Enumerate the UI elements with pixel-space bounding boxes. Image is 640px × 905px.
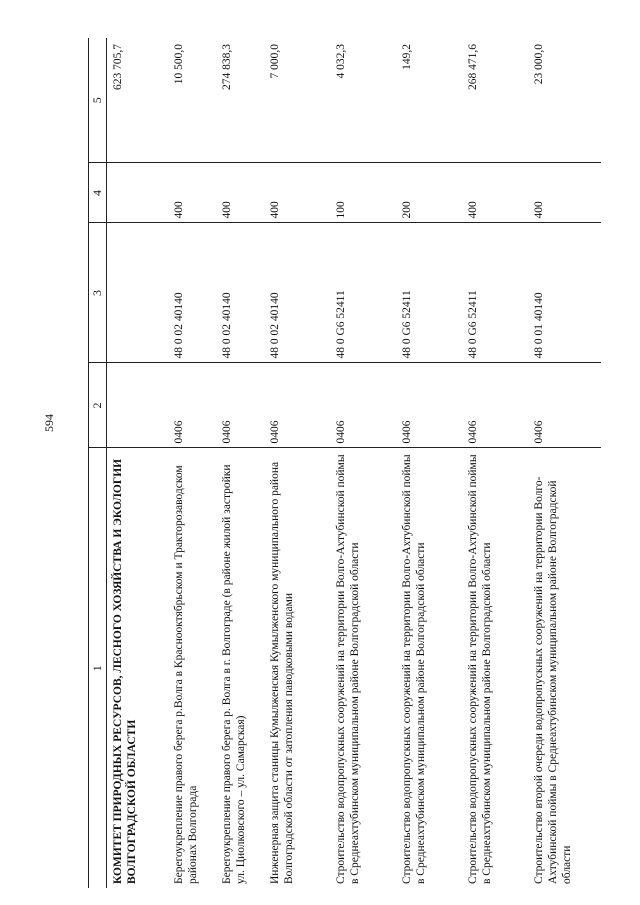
column-header-1: 1 [89, 448, 107, 888]
row-section: 0406 [331, 363, 397, 448]
row-target: 48 0 G6 52411 [331, 223, 397, 363]
row-section: 0406 [265, 363, 331, 448]
row-type: 400 [265, 163, 331, 223]
column-header-4: 4 [89, 163, 107, 223]
row-name: Берегоукрепление правого берега р.Волга в Краснооктябрьском и Тракторозаводском районах Волгограда [172, 465, 199, 884]
row-amount: 23 000,0 [529, 38, 601, 163]
row-amount: 274 838,3 [217, 38, 265, 163]
table-row [217, 38, 265, 888]
row-type: 400 [217, 163, 265, 223]
row-amount: 268 471,6 [463, 38, 529, 163]
row-section: 0406 [397, 363, 463, 448]
ministry-row [107, 38, 169, 888]
header-row [89, 38, 107, 888]
row-target: 48 0 02 40140 [217, 223, 265, 363]
column-header-3: 3 [89, 223, 107, 363]
row-name: Строительство водопропускных сооружений на территории Волго-Ахтубинской поймы в Среднеахтубинском муниципальном районе Волгоградской области [334, 454, 361, 884]
ministry-target [107, 223, 169, 363]
row-section: 0406 [463, 363, 529, 448]
row-name: Берегоукрепление правого берега р. Волга в г. Волгограде (в районе жилой застройки ул. Циолковского – ул. Самарская) [220, 464, 247, 884]
column-header-5: 5 [89, 38, 107, 163]
row-name: Строительство второй очереди водопропускных сооружений на территории Волго-Ахтубинской поймы в Среднеахтубинском муниципальном районе Волгоградской области [532, 476, 573, 884]
table-row [169, 38, 217, 888]
page-number: 594 [42, 414, 56, 432]
row-target: 48 0 G6 52411 [463, 223, 529, 363]
row-target: 48 0 02 40140 [169, 223, 217, 363]
row-type: 400 [463, 163, 529, 223]
row-type: 400 [529, 163, 601, 223]
table-row [463, 38, 529, 888]
table-row [397, 38, 463, 888]
budget-table [88, 38, 601, 888]
ministry-type [107, 163, 169, 223]
row-target: 48 0 01 40140 [529, 223, 601, 363]
table-row [331, 38, 397, 888]
row-target: 48 0 G6 52411 [397, 223, 463, 363]
table-row [529, 38, 601, 888]
row-section: 0406 [529, 363, 601, 448]
column-header-2: 2 [89, 363, 107, 448]
row-amount: 4 032,3 [331, 38, 397, 163]
ministry-total: 623 705,7 [107, 38, 169, 163]
row-amount: 10 500,0 [169, 38, 217, 163]
row-target: 48 0 02 40140 [265, 223, 331, 363]
table-row [265, 38, 331, 888]
ministry-section [107, 363, 169, 448]
row-section: 0406 [169, 363, 217, 448]
row-type: 200 [397, 163, 463, 223]
row-name: Строительство водопропускных сооружений на территории Волго-Ахтубинской поймы в Среднеахтубинском муниципальном районе Волгоградской области [400, 454, 427, 884]
row-amount: 7 000,0 [265, 38, 331, 163]
row-type: 400 [169, 163, 217, 223]
row-section: 0406 [217, 363, 265, 448]
row-type: 100 [331, 163, 397, 223]
rotated-table-container [88, 38, 610, 888]
row-amount: 149,2 [397, 38, 463, 163]
row-name: Строительство водопропускных сооружений на территории Волго-Ахтубинской поймы в Среднеахтубинском муниципальном районе Волгоградской области [466, 454, 493, 884]
ministry-name: КОМИТЕТ ПРИРОДНЫХ РЕСУРСОВ, ЛЕСНОГО ХОЗЯЙСТВА И ЭКОЛОГИИ ВОЛГОГРАДСКОЙ ОБЛАСТИ [112, 458, 138, 884]
row-name: Инженерная защита станицы Кумылженская Кумылженского муниципального района Волгоградской области от затопления паводковыми водами [268, 461, 295, 884]
